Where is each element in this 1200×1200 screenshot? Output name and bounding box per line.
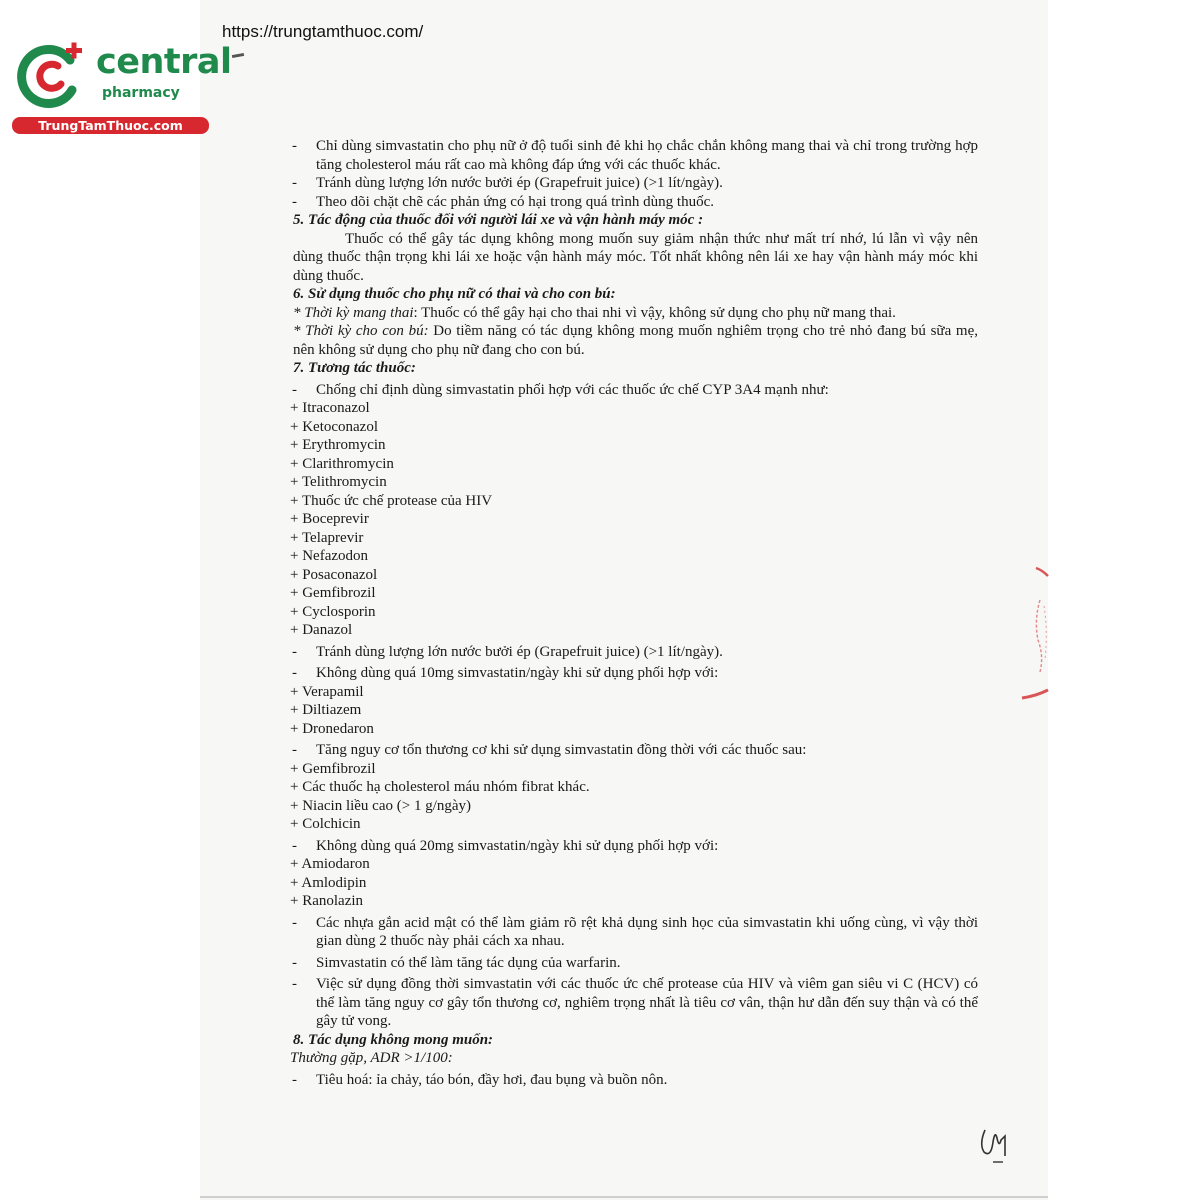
breastfeeding-note [288, 322, 978, 359]
list-item: + Dronedaron [290, 720, 374, 737]
central-pharmacy-logo [8, 36, 232, 136]
logo-sub-text: pharmacy [102, 85, 180, 101]
list-item: + Nefazodon [290, 548, 369, 564]
drug-list [288, 760, 978, 834]
pharmacy-cross-icon [14, 40, 86, 108]
list-item: + Clarithromycin [290, 455, 394, 472]
pregnancy-label: * Thời kỳ mang thai [293, 304, 414, 321]
list-item: + Các thuốc hạ cholesterol máu nhóm fibrat khác. [290, 779, 590, 795]
list-item: + Posaconazol [290, 566, 378, 583]
bullet-item: - Chỉ dùng simvastatin cho phụ nữ ở độ tuổi sinh đẻ khi họ chắc chắn không mang thai và chỉ trong trường hợp tăng cholesterol máu rất cao mà không đáp ứng với các thuốc khác. [288, 137, 978, 174]
section-heading-8: 8. Tác dụng không mong muốn: [293, 1031, 494, 1048]
bullet-item: - Không dùng quá 10mg simvastatin/ngày khi sử dụng phối hợp với: [288, 664, 978, 683]
list-item: + Erythromycin [290, 437, 386, 453]
list-item: + Colchicin [290, 816, 361, 832]
bullet-item: - Tránh dùng lượng lớn nước bưởi ép (Grapefruit juice) (>1 lít/ngày). [288, 174, 978, 193]
drug-list [288, 683, 978, 739]
breastfeeding-label: * Thời kỳ cho con bú: [293, 323, 429, 339]
source-url: https://trungtamthuoc.com/ [222, 22, 424, 41]
drug-list [288, 399, 978, 640]
breastfeeding-text: Do tiềm năng có tác dụng không mong muốn nghiêm trọng cho trẻ nhỏ đang bú sữa mẹ, nên không sử dụng cho phụ nữ đang cho con bú. [293, 323, 978, 358]
list-item: + Cyclosporin [290, 603, 376, 620]
logo-site-label: TrungTamThuoc.com [12, 117, 209, 134]
list-item: + Telithromycin [290, 474, 387, 490]
list-item: + Thuốc ức chế protease của HIV [290, 492, 493, 509]
bullet-item: - Tăng nguy cơ tổn thương cơ khi sử dụng simvastatin đồng thời với các thuốc sau: [288, 741, 978, 760]
bullet-item: - Simvastatin có thể làm tăng tác dụng của warfarin. [288, 954, 978, 973]
list-item: + Itraconazol [290, 400, 370, 416]
list-item: + Verapamil [290, 683, 364, 700]
bullet-item: - Chống chỉ định dùng simvastatin phối hợp với các thuốc ức chế CYP 3A4 mạnh như: [288, 381, 978, 400]
list-item: + Ketoconazol [290, 418, 379, 435]
list-item: + Boceprevir [290, 511, 369, 527]
bullet-item: - Tiêu hoá: ỉa chảy, táo bón, đầy hơi, đau bụng và buồn nôn. [288, 1071, 978, 1090]
bullet-item: - Tránh dùng lượng lớn nước bưởi ép (Grapefruit juice) (>1 lít/ngày). [288, 643, 978, 662]
drug-list [288, 855, 978, 911]
section-paragraph-5: Thuốc có thể gây tác dụng không mong muốn suy giảm nhận thức như mất trí nhớ, lú lẫn vì vậy nên dùng thuốc thận trọng khi lái xe hoặc vận hành máy móc. Tốt nhất không nên lái xe hay vận hành máy móc khi dùng thuốc. [293, 230, 978, 284]
logo-brand-text: central [96, 42, 232, 82]
list-item: + Amiodaron [290, 856, 370, 872]
list-item: + Niacin liều cao (> 1 g/ngày) [290, 797, 472, 814]
section-heading-6: 6. Sử dụng thuốc cho phụ nữ có thai và cho con bú: [293, 286, 616, 302]
bullet-item: - Các nhựa gắn acid mật có thể làm giảm rõ rệt khả dụng sinh học của simvastatin khi uống cùng, vì vậy thời gian dùng 2 thuốc này phải cách xa nhau. [288, 914, 978, 951]
red-stamp-mark [1018, 560, 1050, 710]
page-bottom-edge [200, 1196, 1048, 1198]
list-item: + Amlodipin [290, 874, 367, 891]
bullet-item: - Việc sử dụng đồng thời simvastatin với các thuốc ức chế protease của HIV và viêm gan siêu vi C (HCV) có thể làm tăng nguy cơ gây tổn thương cơ, nghiêm trọng nhất là tiêu cơ vân, thận hư dẫn đến suy thận và có thể gây tử vong. [288, 975, 978, 1031]
list-item: + Danazol [290, 622, 353, 638]
bullet-item: - Không dùng quá 20mg simvastatin/ngày khi sử dụng phối hợp với: [288, 837, 978, 856]
section-heading-5: 5. Tác động của thuốc đối với người lái xe và vận hành máy móc : [293, 212, 704, 228]
list-item: + Ranolazin [290, 893, 364, 909]
list-item: + Gemfibrozil [290, 585, 376, 601]
frequency-subheading: Thường gặp, ADR >1/100: [290, 1050, 453, 1066]
pregnancy-note [288, 304, 978, 323]
document-body [288, 137, 978, 1089]
bullet-item: - Theo dõi chặt chẽ các phản ứng có hại trong quá trình dùng thuốc. [288, 193, 978, 212]
handwritten-initial [975, 1122, 1015, 1168]
pregnancy-text: : Thuốc có thể gây hại cho thai nhi vì vậy, không sử dụng cho phụ nữ mang thai. [413, 304, 896, 321]
list-item: + Gemfibrozil [290, 760, 376, 777]
list-item: + Diltiazem [290, 702, 362, 718]
section-heading-7: 7. Tương tác thuốc: [293, 360, 416, 376]
list-item: + Telaprevir [290, 529, 364, 546]
